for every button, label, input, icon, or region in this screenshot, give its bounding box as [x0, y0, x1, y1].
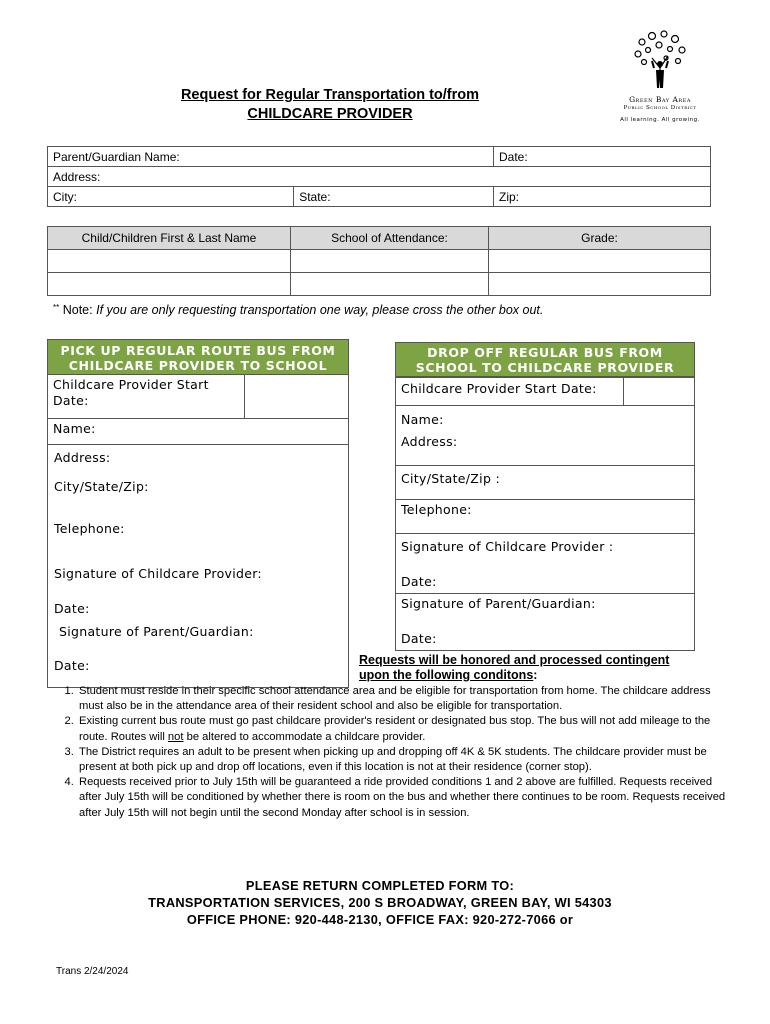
pickup-sig-parent-label[interactable]: Signature of Parent/Guardian:	[59, 624, 254, 639]
dropoff-header: DROP OFF REGULAR BUS FROM SCHOOL TO CHILDCARE PROVIDER	[395, 342, 695, 377]
form-version: Trans 2/24/2024	[56, 966, 129, 977]
pickup-date-1-label[interactable]: Date:	[54, 601, 90, 616]
return-line-1: PLEASE RETURN COMPLETED FORM TO:	[245, 878, 515, 893]
city-field[interactable]: City:	[48, 187, 294, 207]
child-name-cell[interactable]	[48, 273, 291, 296]
pickup-telephone-label[interactable]: Telephone:	[54, 521, 125, 536]
children-table	[47, 226, 711, 296]
return-line-3: OFFICE PHONE: 920-448-2130, OFFICE FAX: 920-272-7066 or	[186, 912, 574, 927]
table-row	[48, 250, 711, 273]
state-field[interactable]: State:	[294, 187, 494, 207]
pickup-date-2-label[interactable]: Date:	[54, 658, 90, 673]
parent-info-table	[47, 146, 711, 207]
conditions-heading: Requests will be honored and processed contingent upon the following conditons:	[359, 653, 670, 682]
list-item: 1. Student must reside in their specific school attendance area and be eligible for transportation from home. The childcare address must also be in the attendance area of their resident school and also be eligible for transportation.	[77, 684, 737, 714]
dropoff-telephone-field[interactable]: Telephone:	[395, 499, 695, 534]
dropoff-sig-provider-box	[395, 533, 695, 594]
dropoff-sig-parent-box	[395, 593, 695, 651]
school-cell[interactable]	[291, 273, 489, 296]
pickup-name-field[interactable]: Name:	[47, 418, 349, 445]
child-name-cell[interactable]	[48, 250, 291, 273]
pickup-details-box	[47, 444, 349, 688]
address-field[interactable]: Address:	[48, 167, 711, 187]
pickup-city-state-zip-label[interactable]: City/State/Zip:	[54, 479, 149, 494]
dropoff-name-label[interactable]: Name:	[401, 412, 444, 427]
note: ** Note: If you are only requesting transportation one way, please cross the other box out.	[53, 303, 544, 317]
pickup-start-date-label: Childcare Provider Start Date:	[47, 374, 245, 419]
conditions-list	[52, 684, 737, 821]
dropoff-name-address-box	[395, 405, 695, 466]
pickup-sig-provider-label[interactable]: Signature of Childcare Provider:	[54, 566, 262, 581]
dropoff-sig-provider-label[interactable]: Signature of Childcare Provider :	[401, 539, 614, 554]
grade-cell[interactable]	[489, 273, 711, 296]
logo-name-line-1: Green Bay Area	[629, 95, 691, 104]
return-line-2: TRANSPORTATION SERVICES, 200 S BROADWAY, GREEN BAY, WI 54303	[148, 895, 612, 910]
parent-name-field[interactable]: Parent/Guardian Name:	[48, 147, 494, 167]
dropoff-address-label[interactable]: Address:	[401, 434, 458, 449]
pickup-section	[47, 374, 349, 688]
title-line-2: CHILDCARE PROVIDER	[247, 106, 413, 122]
dropoff-city-state-zip-field[interactable]: City/State/Zip :	[395, 465, 695, 500]
dropoff-date-1-label[interactable]: Date:	[401, 574, 437, 589]
zip-field[interactable]: Zip:	[494, 187, 711, 207]
child-name-header: Child/Children First & Last Name	[48, 227, 291, 250]
page-title	[110, 86, 550, 124]
logo-tagline: All learning. All growing.	[620, 117, 700, 123]
dropoff-start-date-input[interactable]	[623, 377, 695, 406]
grade-cell[interactable]	[489, 250, 711, 273]
tree-icon	[630, 28, 690, 92]
school-header: School of Attendance:	[291, 227, 489, 250]
list-item: 2. Existing current bus route must go past childcare provider's resident or designated bus stop. The bus will not add mileage to the route. Routes will not be altered to accommodate a childcare provider.	[77, 714, 737, 744]
list-item: 3. The District requires an adult to be present when picking up and dropping off 4K & 5K students. The childcare provider must be present at both pick up and drop off locations, even if this location is not at their residence (corner stop).	[77, 745, 737, 775]
pickup-start-date-input[interactable]	[244, 374, 349, 419]
table-row	[48, 273, 711, 296]
pickup-address-label[interactable]: Address:	[54, 450, 111, 465]
dropoff-date-2-label[interactable]: Date:	[401, 631, 437, 646]
school-cell[interactable]	[291, 250, 489, 273]
logo-name-line-2: Public School District	[623, 105, 697, 111]
grade-header: Grade:	[489, 227, 711, 250]
district-logo	[610, 28, 710, 128]
list-item: 4. Requests received prior to July 15th will be guaranteed a ride provided conditions 1 and 2 above are fulfilled. Requests received after July 15th will be conditioned by whether there is room on the bus and whether there continues to be room. Requests received after July 15th will not begin until the second Monday after school is in session.	[77, 775, 737, 821]
note-text: If you are only requesting transportation one way, please cross the other box out.	[96, 303, 544, 317]
title-line-1: Request for Regular Transportation to/from	[180, 87, 480, 103]
date-field[interactable]: Date:	[494, 147, 711, 167]
dropoff-start-date-label: Childcare Provider Start Date:	[395, 377, 624, 406]
return-instructions	[80, 877, 680, 928]
pickup-header: PICK UP REGULAR ROUTE BUS FROM CHILDCARE PROVIDER TO SCHOOL	[47, 339, 349, 375]
dropoff-sig-parent-label[interactable]: Signature of Parent/Guardian:	[401, 596, 596, 611]
